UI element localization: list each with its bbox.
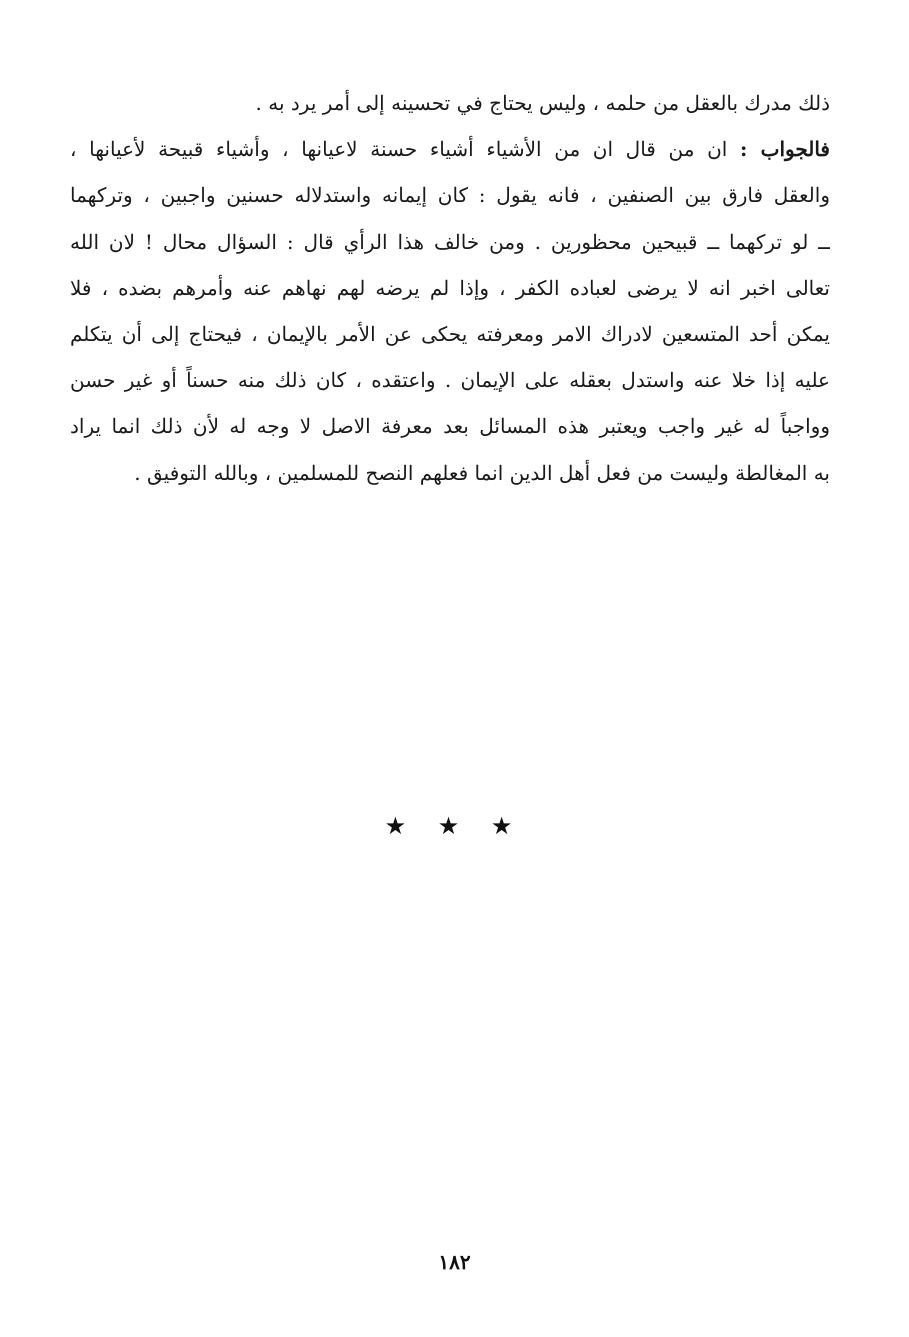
text-line-6: يمكن أحد المتسعين لادراك الامر ومعرفته يحكى عن الأمر بالإيمان ، فيحتاج إلى أن يتكلم <box>70 321 830 346</box>
text-line-1: ذلك مدرك بالعقل من حلمه ، وليس يحتاج في تحسينه إلى أمر يرد به . <box>255 91 830 115</box>
answer-lead-word: فالجواب : <box>739 137 830 162</box>
text-line-4: ــ لو تركهما ــ قبيحين محظورين . ومن خالف هذا الرأي قال : السؤال محال ! لان الله <box>70 229 830 254</box>
body-text <box>70 80 830 496</box>
section-separator-stars: ★ ★ ★ <box>384 812 525 840</box>
text-line-5: تعالى اخبر انه لا يرضى لعباده الكفر ، وإذا لم يرضه لهم نهاهم عنه وأمرهم بضده ، فلا <box>70 275 830 300</box>
text-line-8: وواجباً له غير واجب ويعتبر هذه المسائل بعد معرفة الاصل لا وجه له لأن ذلك انما يراد <box>70 414 830 439</box>
text-line-9: به المغالطة وليست من فعل أهل الدين انما فعلهم النصح للمسلمين ، وبالله التوفيق . <box>134 460 830 485</box>
text-line-2-rest: ان من قال ان من الأشياء أشياء حسنة لاعيانها ، وأشياء قبيحة لأعيانها ، <box>70 137 740 162</box>
text-line-3: والعقل فارق بين الصنفين ، فانه يقول : كان إيمانه واستدلاله حسنين واجبين ، وتركهما <box>70 183 830 208</box>
text-line-7: عليه إذا خلا عنه واستدل بعقله على الإيمان . واعتقده ، كان ذلك منه حسناً أو غير حسن <box>70 368 830 393</box>
text-line-2 <box>70 126 830 172</box>
page-number: ١٨٢ <box>438 1250 471 1274</box>
